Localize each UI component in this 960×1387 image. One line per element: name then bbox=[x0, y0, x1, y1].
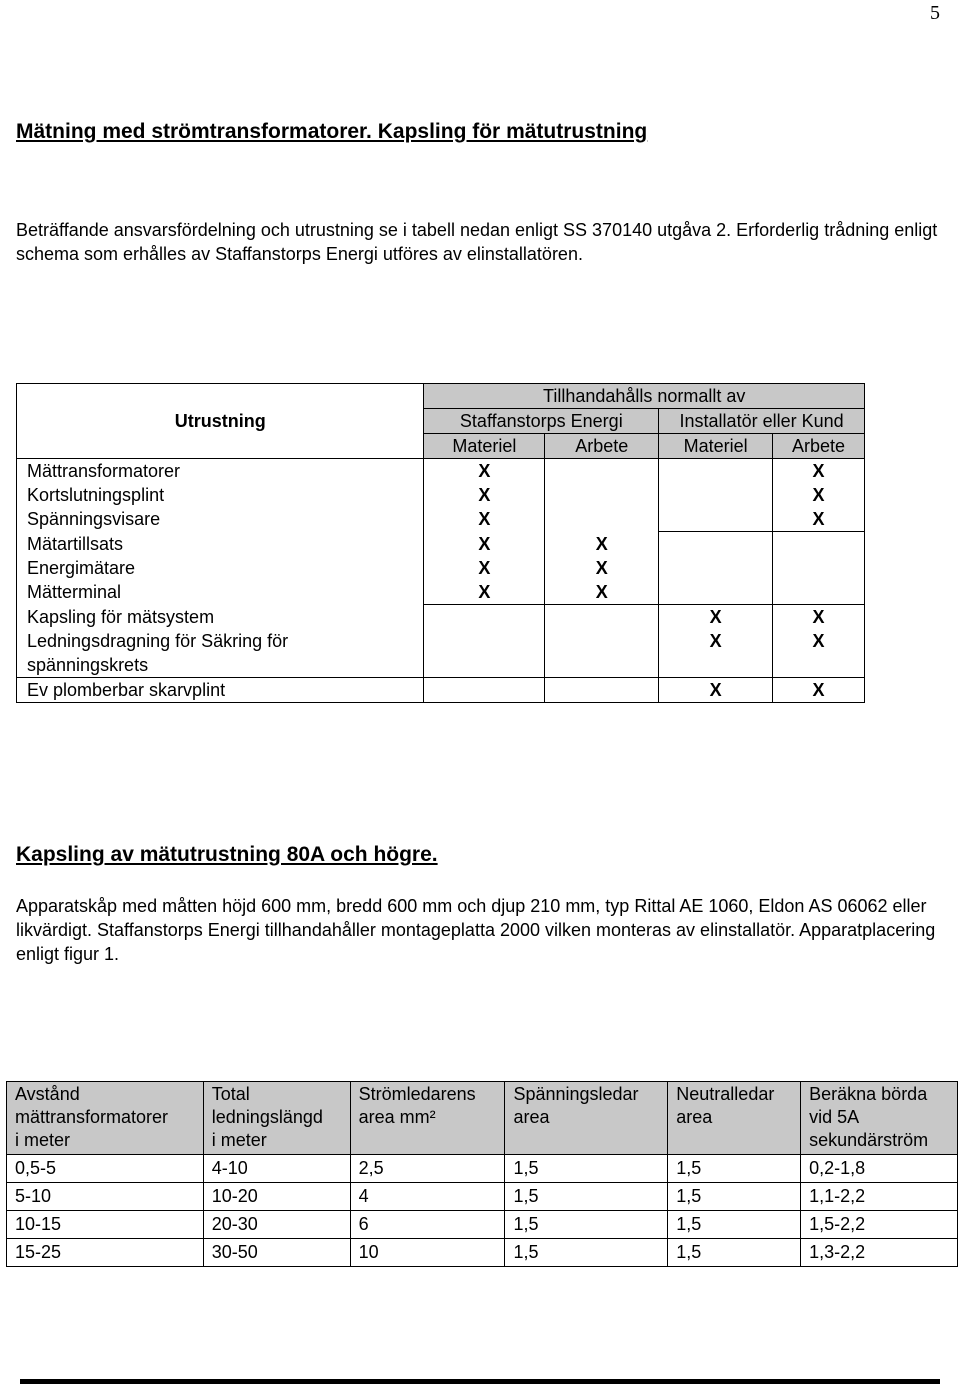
table-cell: 10 bbox=[350, 1239, 505, 1267]
header-line: ledningslängd bbox=[211, 1107, 323, 1127]
table-cell: 1,5-2,2 bbox=[801, 1211, 958, 1239]
mark-cell: X bbox=[659, 605, 773, 630]
equipment-name-line: spänningskrets bbox=[27, 655, 149, 675]
column-header-total-length bbox=[203, 1082, 350, 1155]
mark-cell: X bbox=[424, 507, 545, 532]
mark-cell: X bbox=[773, 605, 865, 630]
header-line: area mm² bbox=[358, 1107, 436, 1127]
mark-cell: X bbox=[773, 629, 865, 678]
table-cell: 1,5 bbox=[505, 1183, 668, 1211]
cable-dimension-table bbox=[6, 1081, 958, 1267]
equipment-name: Mättransformatorer bbox=[17, 459, 424, 484]
table-cell: 1,5 bbox=[668, 1183, 801, 1211]
mark-cell bbox=[773, 556, 865, 580]
table-row bbox=[7, 1155, 958, 1183]
header-line: i meter bbox=[15, 1130, 71, 1150]
mark-cell bbox=[424, 629, 545, 678]
table-row bbox=[17, 532, 865, 557]
table-cell: 10-20 bbox=[203, 1183, 350, 1211]
mark-cell bbox=[424, 678, 545, 703]
equipment-name: Spänningsvisare bbox=[17, 507, 424, 532]
table-row bbox=[7, 1239, 958, 1267]
table-cell: 1,5 bbox=[668, 1155, 801, 1183]
table-row bbox=[17, 556, 865, 580]
equipment-column-header: Utrustning bbox=[17, 384, 424, 459]
mark-cell: X bbox=[424, 483, 545, 507]
table-row bbox=[17, 629, 865, 678]
header-line: Strömledarens bbox=[358, 1084, 476, 1104]
mark-cell bbox=[545, 629, 659, 678]
header-line: Total bbox=[211, 1084, 250, 1104]
header-line: Avstånd bbox=[15, 1084, 80, 1104]
mark-cell: X bbox=[545, 556, 659, 580]
sub-header: Materiel bbox=[424, 434, 545, 459]
header-line: Neutralledar bbox=[676, 1084, 775, 1104]
mark-cell: X bbox=[424, 532, 545, 557]
party-header-staffanstorps: Staffanstorps Energi bbox=[424, 409, 659, 434]
mark-cell: X bbox=[545, 532, 659, 557]
mark-cell: X bbox=[545, 580, 659, 605]
header-line: Spänningsledar bbox=[513, 1084, 639, 1104]
table-row bbox=[17, 483, 865, 507]
table-row bbox=[7, 1211, 958, 1239]
equipment-name: Kapsling för mätsystem bbox=[17, 605, 424, 630]
header-line: sekundärström bbox=[809, 1130, 929, 1150]
mark-cell bbox=[659, 459, 773, 484]
mark-cell bbox=[545, 507, 659, 532]
mark-cell bbox=[545, 605, 659, 630]
enclosure-paragraph: Apparatskåp med måtten höjd 600 mm, bredd 600 mm och djup 210 mm, typ Rittal AE 1060, Eldon AS 06062 eller likvärdigt. Staffanstorps Energi tillhandahåller montageplatta 2000 vilken monteras av elinstallatör. Apparatplacering enligt figur 1. bbox=[16, 896, 936, 964]
equipment-responsibility-table bbox=[16, 383, 865, 703]
header-line: i meter bbox=[211, 1130, 267, 1150]
table-cell: 1,5 bbox=[505, 1239, 668, 1267]
mark-cell: X bbox=[773, 459, 865, 484]
group-header: Tillhandahålls normallt av bbox=[424, 384, 865, 409]
table-row bbox=[17, 507, 865, 532]
sub-header: Arbete bbox=[545, 434, 659, 459]
sub-header: Materiel bbox=[659, 434, 773, 459]
equipment-name: Mätartillsats bbox=[17, 532, 424, 557]
header-line: mättransformatorer bbox=[15, 1107, 169, 1127]
mark-cell: X bbox=[659, 629, 773, 678]
mark-cell bbox=[545, 483, 659, 507]
table-row bbox=[17, 580, 865, 605]
equipment-name bbox=[17, 629, 424, 678]
table-cell: 0,2-1,8 bbox=[801, 1155, 958, 1183]
table-cell: 15-25 bbox=[7, 1239, 204, 1267]
table-cell: 20-30 bbox=[203, 1211, 350, 1239]
table-row bbox=[17, 605, 865, 630]
sub-header: Arbete bbox=[773, 434, 865, 459]
table-header-row bbox=[7, 1082, 958, 1155]
equipment-name-line: Ledningsdragning för Säkring för bbox=[27, 631, 289, 651]
table-row bbox=[7, 1183, 958, 1211]
header-line: area bbox=[513, 1107, 550, 1127]
mark-cell: X bbox=[773, 507, 865, 532]
table-row bbox=[17, 459, 865, 484]
mark-cell bbox=[659, 556, 773, 580]
mark-cell bbox=[545, 459, 659, 484]
party-header-installer: Installatör eller Kund bbox=[659, 409, 865, 434]
intro-paragraph: Beträffande ansvarsfördelning och utrustning se i tabell nedan enligt SS 370140 utgåva 2. Erforderlig trådning enligt schema som erhålles av Staffanstorps Energi utföres av elinstallatören. bbox=[16, 220, 938, 264]
table-cell: 1,3-2,2 bbox=[801, 1239, 958, 1267]
mark-cell bbox=[659, 483, 773, 507]
header-line: vid 5A bbox=[809, 1107, 860, 1127]
table-cell: 1,5 bbox=[668, 1239, 801, 1267]
mark-cell bbox=[659, 507, 773, 532]
table-cell: 1,5 bbox=[505, 1155, 668, 1183]
mark-cell: X bbox=[424, 556, 545, 580]
table-cell: 5-10 bbox=[7, 1183, 204, 1211]
mark-cell: X bbox=[773, 483, 865, 507]
table-row bbox=[17, 678, 865, 703]
header-line: area bbox=[676, 1107, 713, 1127]
header-line: Beräkna börda bbox=[809, 1084, 928, 1104]
page-number: 5 bbox=[930, 2, 940, 24]
mark-cell bbox=[545, 678, 659, 703]
equipment-name: Energimätare bbox=[17, 556, 424, 580]
table-cell: 6 bbox=[350, 1211, 505, 1239]
table-cell: 2,5 bbox=[350, 1155, 505, 1183]
table-cell: 1,5 bbox=[668, 1211, 801, 1239]
table-cell: 0,5-5 bbox=[7, 1155, 204, 1183]
table-cell: 4-10 bbox=[203, 1155, 350, 1183]
section-heading-measurement: Mätning med strömtransformatorer. Kapsling för mätutrustning bbox=[16, 120, 648, 143]
column-header-distance bbox=[7, 1082, 204, 1155]
section-heading-enclosure: Kapsling av mätutrustning 80A och högre. bbox=[16, 843, 438, 866]
mark-cell: X bbox=[773, 678, 865, 703]
table-cell: 1,1-2,2 bbox=[801, 1183, 958, 1211]
mark-cell bbox=[773, 580, 865, 605]
mark-cell bbox=[659, 532, 773, 557]
column-header-burden bbox=[801, 1082, 958, 1155]
column-header-voltage-conductor bbox=[505, 1082, 668, 1155]
table-cell: 1,5 bbox=[505, 1211, 668, 1239]
column-header-neutral-conductor bbox=[668, 1082, 801, 1155]
mark-cell bbox=[773, 532, 865, 557]
equipment-name: Ev plomberbar skarvplint bbox=[17, 678, 424, 703]
footer-rule bbox=[20, 1379, 940, 1384]
mark-cell bbox=[424, 605, 545, 630]
mark-cell bbox=[659, 580, 773, 605]
column-header-current-conductor bbox=[350, 1082, 505, 1155]
mark-cell: X bbox=[424, 459, 545, 484]
mark-cell: X bbox=[424, 580, 545, 605]
table-cell: 30-50 bbox=[203, 1239, 350, 1267]
table-cell: 10-15 bbox=[7, 1211, 204, 1239]
equipment-name: Kortslutningsplint bbox=[17, 483, 424, 507]
mark-cell: X bbox=[659, 678, 773, 703]
table-cell: 4 bbox=[350, 1183, 505, 1211]
equipment-name: Mätterminal bbox=[17, 580, 424, 605]
